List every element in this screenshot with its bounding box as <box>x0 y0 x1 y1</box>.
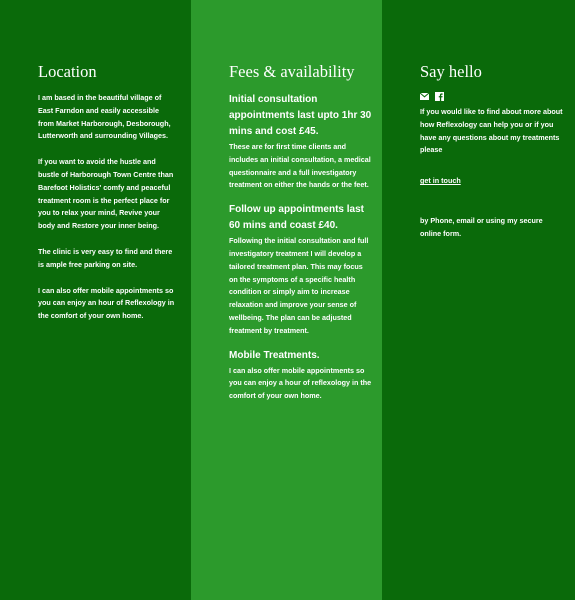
facebook-icon[interactable] <box>435 92 444 101</box>
location-heading: Location <box>38 62 97 81</box>
initial-consultation-heading: Initial consultation appointments last upto 1hr 30 mins and cost £45. <box>229 94 372 137</box>
contact-methods: by Phone, email or using my secure online form. <box>420 216 543 238</box>
contact-intro: If you would like to find about more about how Reflexology can help you or if you have any questions about my treatments please <box>420 107 563 155</box>
contact-column <box>382 0 575 600</box>
envelope-icon[interactable] <box>420 93 429 100</box>
location-paragraph-3: The clinic is very easy to find and there is ample free parking on site. <box>38 246 173 269</box>
follow-up-text: Following the initial consultation and full investigatory treatment I will develop a tailored treatment plan. This may focus on the symptoms of a specific health condition or simply aim to increase relaxation and improve your sense of wellbeing. The plan can be adjusted freatment by treatment. <box>229 236 369 335</box>
location-paragraph-1: I am based in the beautiful village of East Farndon and easily accessible from Market Harborough, Desborough, Lutterworth and surrounding Villages. <box>38 93 171 141</box>
contact-icons <box>420 90 565 102</box>
mobile-treatments-text: I can also offer mobile appointments so you can enjoy a hour of reflexology in the comfort of your own home. <box>229 365 372 401</box>
location-paragraph-2: If you want to avoid the hustle and bustle of Harborough Town Centre than Barefoot Holistics' comfy and peaceful treatment room is the perfect place for you to relax your mind, Revive your body and Restore your inner being. <box>38 157 174 231</box>
fees-column <box>191 0 382 600</box>
location-column <box>0 0 191 600</box>
contact-heading: Say hello <box>420 62 482 81</box>
follow-up-heading: Follow up appointments last 60 mins and coast £40. <box>229 204 364 232</box>
get-in-touch-link[interactable]: get in touch <box>420 176 461 186</box>
fees-heading: Fees & availability <box>229 62 355 81</box>
mobile-treatments-heading: Mobile Treatments. <box>229 349 320 361</box>
initial-consultation-text: These are for first time clients and includes an initial consultation, a medical questionnaire and a full investigatory treatment on either the hands or the feet. <box>229 142 371 190</box>
location-paragraph-4: I can also offer mobile appointments so you can enjoy an hour of Reflexology in the comfort of your own home. <box>38 285 175 321</box>
